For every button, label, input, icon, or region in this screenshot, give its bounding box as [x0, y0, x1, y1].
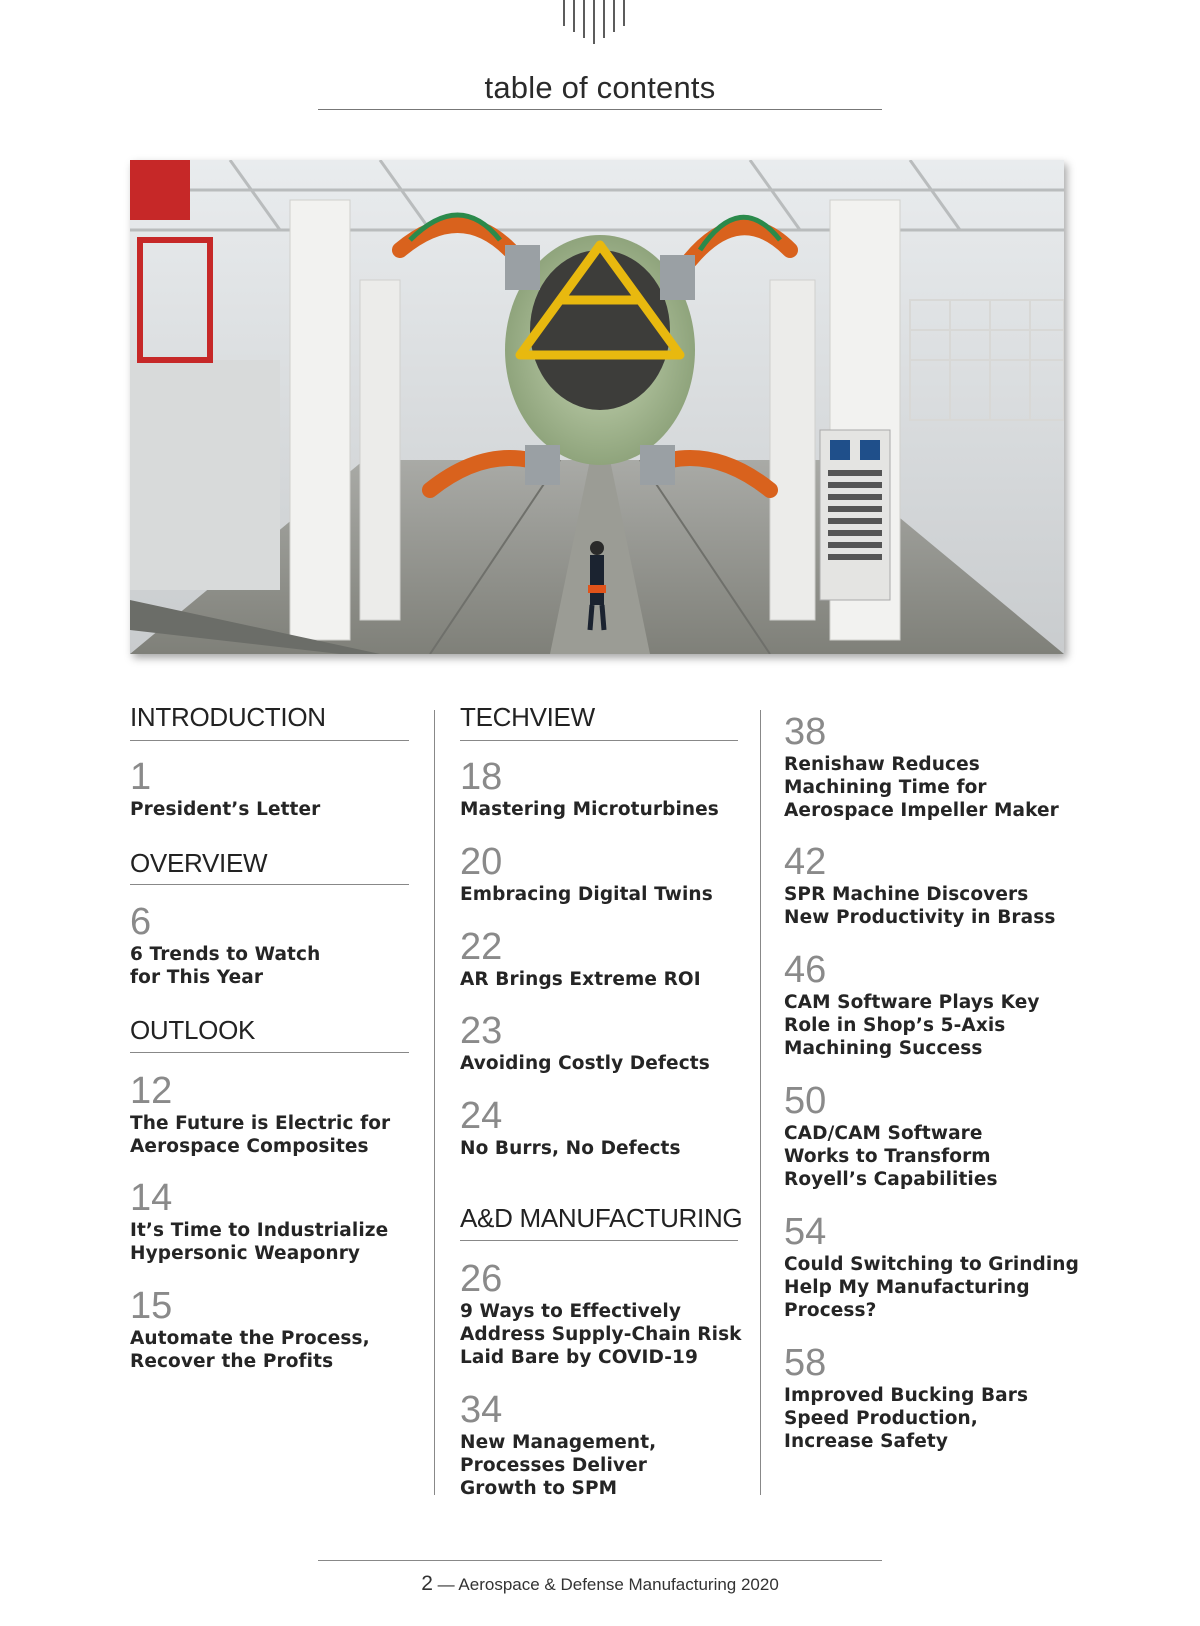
footer-divider — [318, 1560, 882, 1561]
entry-title: 9 Ways to Effectively Address Supply-Chain Risk Laid Bare by COVID-19 — [460, 1301, 742, 1368]
toc-entry[interactable] — [460, 843, 750, 906]
section-heading-introduction: INTRODUCTION — [130, 702, 326, 732]
section-heading-ad-manufacturing: A&D MANUFACTURING — [460, 1203, 743, 1233]
toc-entry[interactable] — [460, 758, 750, 821]
toc-entry[interactable] — [130, 903, 420, 989]
column-divider-1 — [434, 710, 435, 1495]
toc-entry[interactable] — [460, 1391, 760, 1500]
toc-entry[interactable] — [130, 1179, 420, 1265]
entry-title: CAM Software Plays Key Role in Shop’s 5-Axis Machining Success — [784, 992, 1040, 1059]
entry-page-number: 54 — [784, 1211, 827, 1253]
entry-page-number: 12 — [130, 1070, 173, 1112]
section-divider — [130, 1052, 409, 1053]
column-divider-2 — [760, 710, 761, 1495]
toc-entry[interactable] — [460, 1012, 750, 1075]
entry-page-number: 14 — [130, 1177, 173, 1219]
entry-title: Automate the Process, Recover the Profits — [130, 1328, 370, 1372]
entry-page-number: 23 — [460, 1010, 503, 1052]
entry-page-number: 42 — [784, 841, 827, 883]
factory-photo-icon — [130, 160, 1064, 654]
section-divider — [130, 740, 409, 741]
entry-title: CAD/CAM Software Works to Transform Royell’s Capabilities — [784, 1123, 998, 1190]
entry-title: Avoiding Costly Defects — [460, 1053, 710, 1074]
header-decoration-lines — [560, 0, 640, 44]
entry-page-number: 46 — [784, 949, 827, 991]
footer-separator: — — [437, 1575, 455, 1594]
entry-page-number: 26 — [460, 1258, 503, 1300]
hero-image — [130, 160, 1064, 654]
entry-page-number: 58 — [784, 1342, 827, 1384]
entry-title: Renishaw Reduces Machining Time for Aerospace Impeller Maker — [784, 754, 1059, 821]
entry-title: Embracing Digital Twins — [460, 884, 713, 905]
toc-entry[interactable] — [130, 1072, 420, 1158]
entry-title: AR Brings Extreme ROI — [460, 969, 701, 990]
title-divider — [318, 109, 882, 110]
footer — [318, 1572, 882, 1596]
entry-page-number: 50 — [784, 1080, 827, 1122]
section-divider — [460, 1240, 738, 1241]
entry-page-number: 24 — [460, 1095, 503, 1137]
toc-entry[interactable] — [130, 1287, 420, 1373]
entry-title: Could Switching to Grinding Help My Manufacturing Process? — [784, 1254, 1079, 1321]
toc-entry[interactable] — [784, 1213, 1084, 1322]
entry-title: SPR Machine Discovers New Productivity in Brass — [784, 884, 1056, 928]
section-heading-outlook: OUTLOOK — [130, 1015, 256, 1045]
section-heading-overview: OVERVIEW — [130, 848, 268, 878]
entry-page-number: 1 — [130, 756, 152, 798]
entry-page-number: 34 — [460, 1389, 503, 1431]
entry-page-number: 18 — [460, 756, 503, 798]
entry-title: Mastering Microturbines — [460, 799, 719, 820]
toc-entry[interactable] — [784, 951, 1084, 1060]
entry-page-number: 15 — [130, 1285, 173, 1327]
entry-page-number: 38 — [784, 711, 827, 753]
toc-entry[interactable] — [784, 843, 1084, 929]
entry-title: Improved Bucking Bars Speed Production, Increase Safety — [784, 1385, 1029, 1452]
entry-title: President’s Letter — [130, 799, 321, 820]
footer-page-number: 2 — [421, 1572, 433, 1595]
entry-title: The Future is Electric for Aerospace Composites — [130, 1113, 391, 1157]
section-heading-techview: TECHVIEW — [460, 702, 595, 732]
footer-publication: Aerospace & Defense Manufacturing 2020 — [458, 1575, 779, 1594]
toc-entry[interactable] — [784, 1344, 1084, 1453]
toc-entry[interactable] — [130, 758, 420, 821]
toc-entry[interactable] — [460, 1260, 760, 1369]
entry-title: New Management, Processes Deliver Growth to SPM — [460, 1432, 657, 1499]
toc-entry[interactable] — [460, 928, 750, 991]
entry-page-number: 20 — [460, 841, 503, 883]
section-divider — [130, 884, 409, 885]
toc-entry[interactable] — [460, 1097, 750, 1160]
entry-page-number: 22 — [460, 926, 503, 968]
entry-title: No Burrs, No Defects — [460, 1138, 681, 1159]
section-divider — [460, 740, 738, 741]
entry-page-number: 6 — [130, 901, 152, 943]
entry-title: It’s Time to Industrialize Hypersonic Weaponry — [130, 1220, 389, 1264]
page-title: table of contents — [484, 70, 716, 105]
toc-entry[interactable] — [784, 713, 1084, 822]
toc-entry[interactable] — [784, 1082, 1084, 1191]
entry-title: 6 Trends to Watch for This Year — [130, 944, 321, 988]
